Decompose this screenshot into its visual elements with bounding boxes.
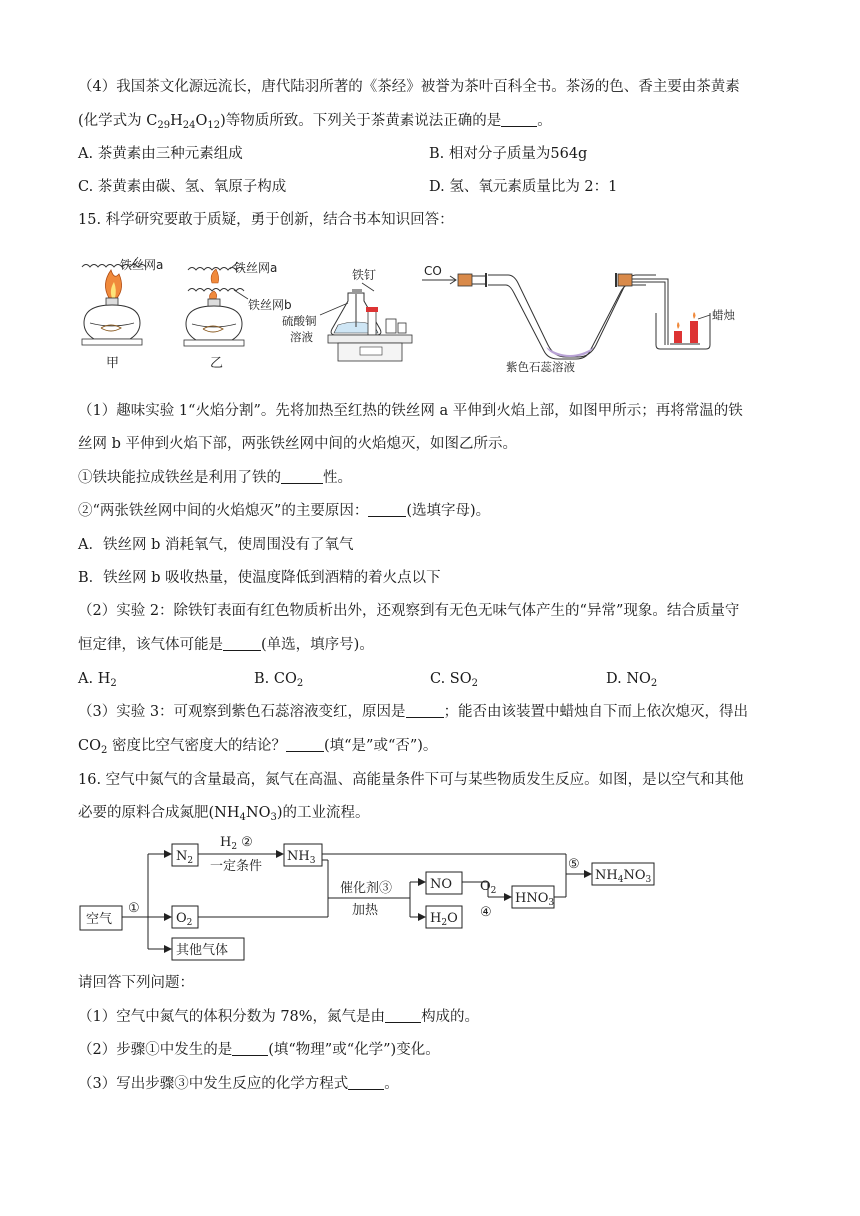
svg-text:O2: $O_2$: [480, 879, 497, 896]
q15-p1-line2: 丝网 b 平伸到火焰下部，两张铁丝网中间的火焰熄灭，如图乙所示。: [78, 436, 517, 452]
flow-catalyst: 催化剂③: [340, 881, 393, 896]
answer-blank[interactable]: [232, 1041, 268, 1056]
nail-label: 铁钉: [352, 268, 377, 282]
answer-blank[interactable]: [406, 703, 444, 718]
flow-no: NO: [430, 877, 453, 892]
yi-caption: 乙: [210, 356, 224, 371]
answer-blank[interactable]: [348, 1075, 384, 1090]
q15-p1-option-a[interactable]: A．铁丝网 b 消耗氧气，使周围没有了氧气: [78, 537, 354, 553]
q15-p1-option-b[interactable]: B．铁丝网 b 吸收热量，使温度降低到酒精的着火点以下: [78, 570, 441, 586]
candle-label: 蜡烛: [712, 308, 735, 322]
q15-p2-line2: 恒定律，该气体可能是 (单选，填序号)。: [78, 637, 374, 653]
answer-blank[interactable]: [223, 636, 261, 651]
answer-blank[interactable]: [281, 469, 323, 484]
q15-p2-line1: （2）实验 2：除铁钉表面有红色物质析出外，还观察到有无色无味气体产生的“异常”现象。结合质量守: [78, 603, 740, 619]
flow-step1: ①: [128, 901, 140, 916]
flow-heat: 加热: [352, 903, 379, 918]
svg-text:O2: $O_2$: [176, 911, 193, 928]
q16-prompt: 请回答下列问题：: [78, 975, 194, 991]
option-a[interactable]: A. 茶黄素由三种元素组成: [78, 146, 243, 162]
q16-flow-diagram: [76, 834, 676, 970]
flow-condition: 一定条件: [210, 859, 263, 874]
svg-text:N2: $N_2$: [176, 849, 194, 866]
yi-label-a: 铁丝网a: [234, 261, 278, 275]
jia-label-a: 铁丝网a: [120, 258, 164, 272]
q14-4-line2: (化学式为 $C_{29}H_{24}O_{12}$)等物质所致。下列关于茶黄素说法正确的是 。: [78, 113, 552, 131]
cuso4-label-1: 硫酸铜: [282, 314, 317, 328]
svg-text:NH3: $NH_3$: [287, 849, 316, 866]
q15-p1-q1: ①铁块能拉成铁丝是利用了铁的 性。: [78, 470, 352, 486]
svg-text:HNO3: $HNO_3$: [515, 891, 555, 908]
q16-q3: （3）写出步骤③中发生反应的化学方程式 。: [78, 1076, 399, 1092]
option-d[interactable]: D. $NO_2$: [606, 671, 658, 689]
svg-text:H2②: $H_2$ ②: [220, 835, 253, 852]
q16-q2: （2）步骤①中发生的是 (填“物理”或“化学”)变化。: [78, 1042, 440, 1058]
option-b[interactable]: B. $CO_2$: [254, 671, 304, 689]
answer-blank[interactable]: [286, 737, 324, 752]
q15-stem: 15. 科学研究要敢于质疑，勇于创新，结合书本知识回答：: [78, 212, 454, 228]
flow-step5: ⑤: [568, 857, 580, 872]
co-label: CO: [424, 264, 442, 278]
co-v-tube-apparatus: [422, 273, 710, 359]
yi-label-b: 铁丝网b: [248, 298, 292, 312]
q15-p1-line1: （1）趣味实验 1“火焰分割”。先将加热至红热的铁丝网 a 平伸到火焰上部，如图甲所示；再将常温的铁: [78, 403, 743, 419]
answer-blank[interactable]: [501, 112, 537, 127]
litmus-label: 紫色石蕊溶液: [506, 360, 575, 374]
q16-q1: （1）空气中氮气的体积分数为 78%，氮气是由 构成的。: [78, 1009, 480, 1025]
q15-p1-q2: ②“两张铁丝网中间的火焰熄灭”的主要原因： (选填字母)。: [78, 503, 491, 519]
answer-blank[interactable]: [368, 502, 406, 517]
option-d[interactable]: D. 氢、氧元素质量比为 2：1: [429, 179, 618, 195]
balance-apparatus: [320, 283, 412, 361]
svg-text:H2O: $H_2O$: [430, 911, 458, 928]
option-c[interactable]: C. 茶黄素由碳、氢、氧原子构成: [78, 179, 287, 195]
q16-line2: 必要的原料合成氮肥$(NH_4NO_3)$的工业流程。: [78, 805, 370, 823]
cuso4-label-2: 溶液: [290, 330, 313, 344]
flow-other-gases: 其他气体: [176, 943, 229, 958]
option-a[interactable]: A. $H_2$: [78, 671, 117, 689]
option-c[interactable]: C. $SO_2$: [430, 671, 478, 689]
jia-caption: 甲: [106, 356, 120, 371]
q15-p3-line2: $CO_2$ 密度比空气密度大的结论？ (填“是”或“否”)。: [78, 738, 438, 756]
q15-experiment-figure: [76, 253, 796, 378]
q14-4-line1: （4）我国茶文化源远流长，唐代陆羽所著的《茶经》被誉为茶叶百科全书。茶汤的色、香主要由茶黄素: [78, 79, 740, 95]
svg-text:NH4NO3: $NH_4NO_3$: [595, 868, 652, 885]
q15-p3-line1: （3）实验 3：可观察到紫色石蕊溶液变红，原因是 ；能否由该装置中蜡烛自下而上依次熄灭，得出: [78, 704, 749, 720]
answer-blank[interactable]: [385, 1008, 421, 1023]
flow-step4: ④: [480, 905, 492, 920]
option-b[interactable]: B. 相对分子质量为564g: [429, 146, 588, 162]
flow-air: 空气: [86, 912, 113, 927]
q16-line1: 16. 空气中氮气的含量最高，氮气在高温、高能量条件下可与某些物质发生反应。如图，是以空气和其他: [78, 772, 744, 788]
